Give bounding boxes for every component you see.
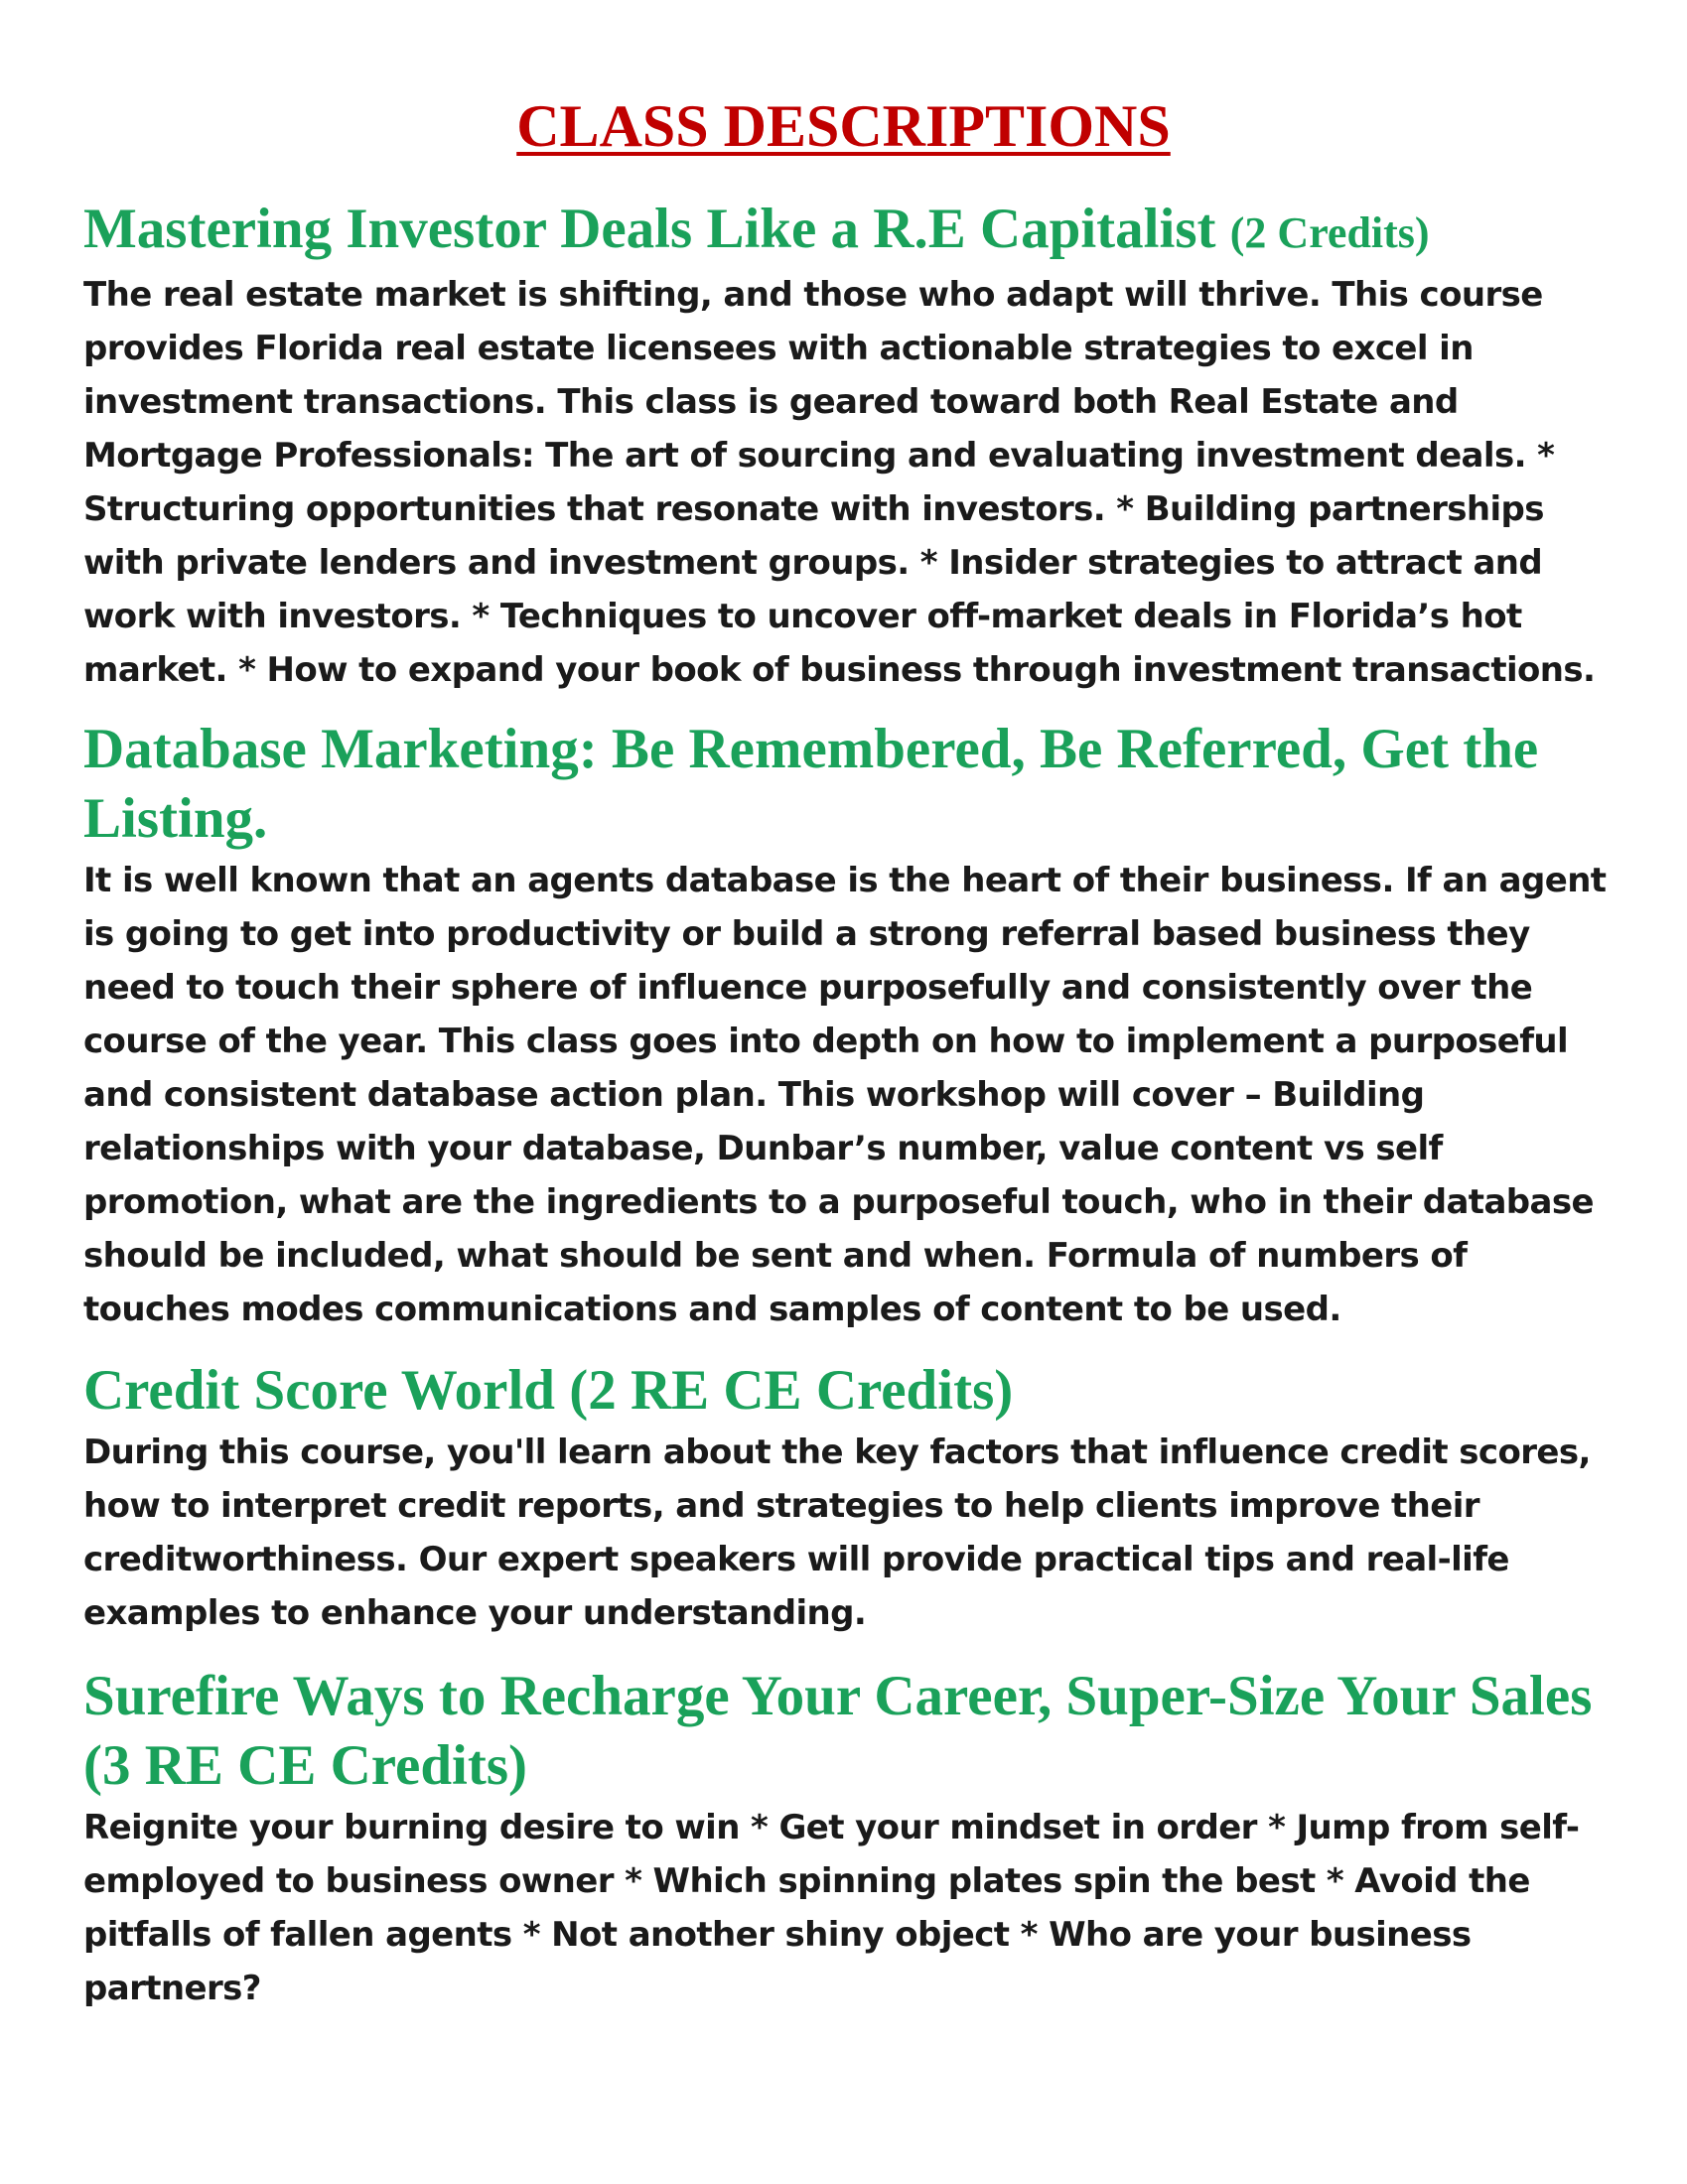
class-heading-credits: (2 Credits) <box>1229 208 1430 257</box>
class-description: It is well known that an agents database is the heart of their business. If an agent is going to get into productivity or build a strong referral based business they need to touch their sphere of influence purposefully and consistently over the course of the year. This class goes into depth on how to implement a purposeful and consistent database action plan. This workshop will cover – Building relationships with your database, Dunbar’s number, value content vs self promotion, what are the ingredients to a purposeful touch, who in their database should be included, what should be sent and when. Formula of numbers of touches modes communications and samples of content to be used. <box>83 861 1607 1329</box>
class-heading: Surefire Ways to Recharge Your Career, Super-Size Your Sales (3 RE CE Credits) <box>83 1665 1593 1797</box>
class-heading-title: Mastering Investor Deals Like a R.E Capitalist <box>83 198 1216 260</box>
page-title: CLASS DESCRIPTIONS <box>516 93 1171 159</box>
class-list <box>83 195 1613 2015</box>
class-description: During this course, you'll learn about the key factors that influence credit scores, how to interpret credit reports, and strategies to help clients improve their creditworthiness. Our expert speakers will provide practical tips and real-life examples to enhance your understanding. <box>83 1433 1591 1633</box>
class-heading <box>83 195 1613 268</box>
class-heading: Credit Score World (2 RE CE Credits) <box>83 1359 1014 1422</box>
class-section-credit-score-world <box>83 1356 1613 1640</box>
class-section-surefire-ways <box>83 1662 1613 2015</box>
class-section-database-marketing <box>83 715 1613 1336</box>
class-heading: Database Marketing: Be Remembered, Be Referred, Get the Listing. <box>83 718 1539 850</box>
class-section-investor-deals <box>83 195 1613 697</box>
class-description: The real estate market is shifting, and those who adapt will thrive. This course provides Florida real estate licensees with actionable strategies to excel in investment transactions. This class is geared toward both Real Estate and Mortgage Professionals: The art of sourcing and evaluating investment deals. * Structuring opportunities that resonate with investors. * Building partnerships with private lenders and investment groups. * Insider strategies to attract and work with investors. * Techniques to uncover off-market deals in Florida’s hot market. * How to expand your book of business through investment transactions. <box>83 275 1596 690</box>
class-description: Reignite your burning desire to win * Get your mindset in order * Jump from self-employed to business owner * Which spinning plates spin the best * Avoid the pitfalls of fallen agents * Not another shiny object * Who are your business partners? <box>83 1808 1580 2008</box>
